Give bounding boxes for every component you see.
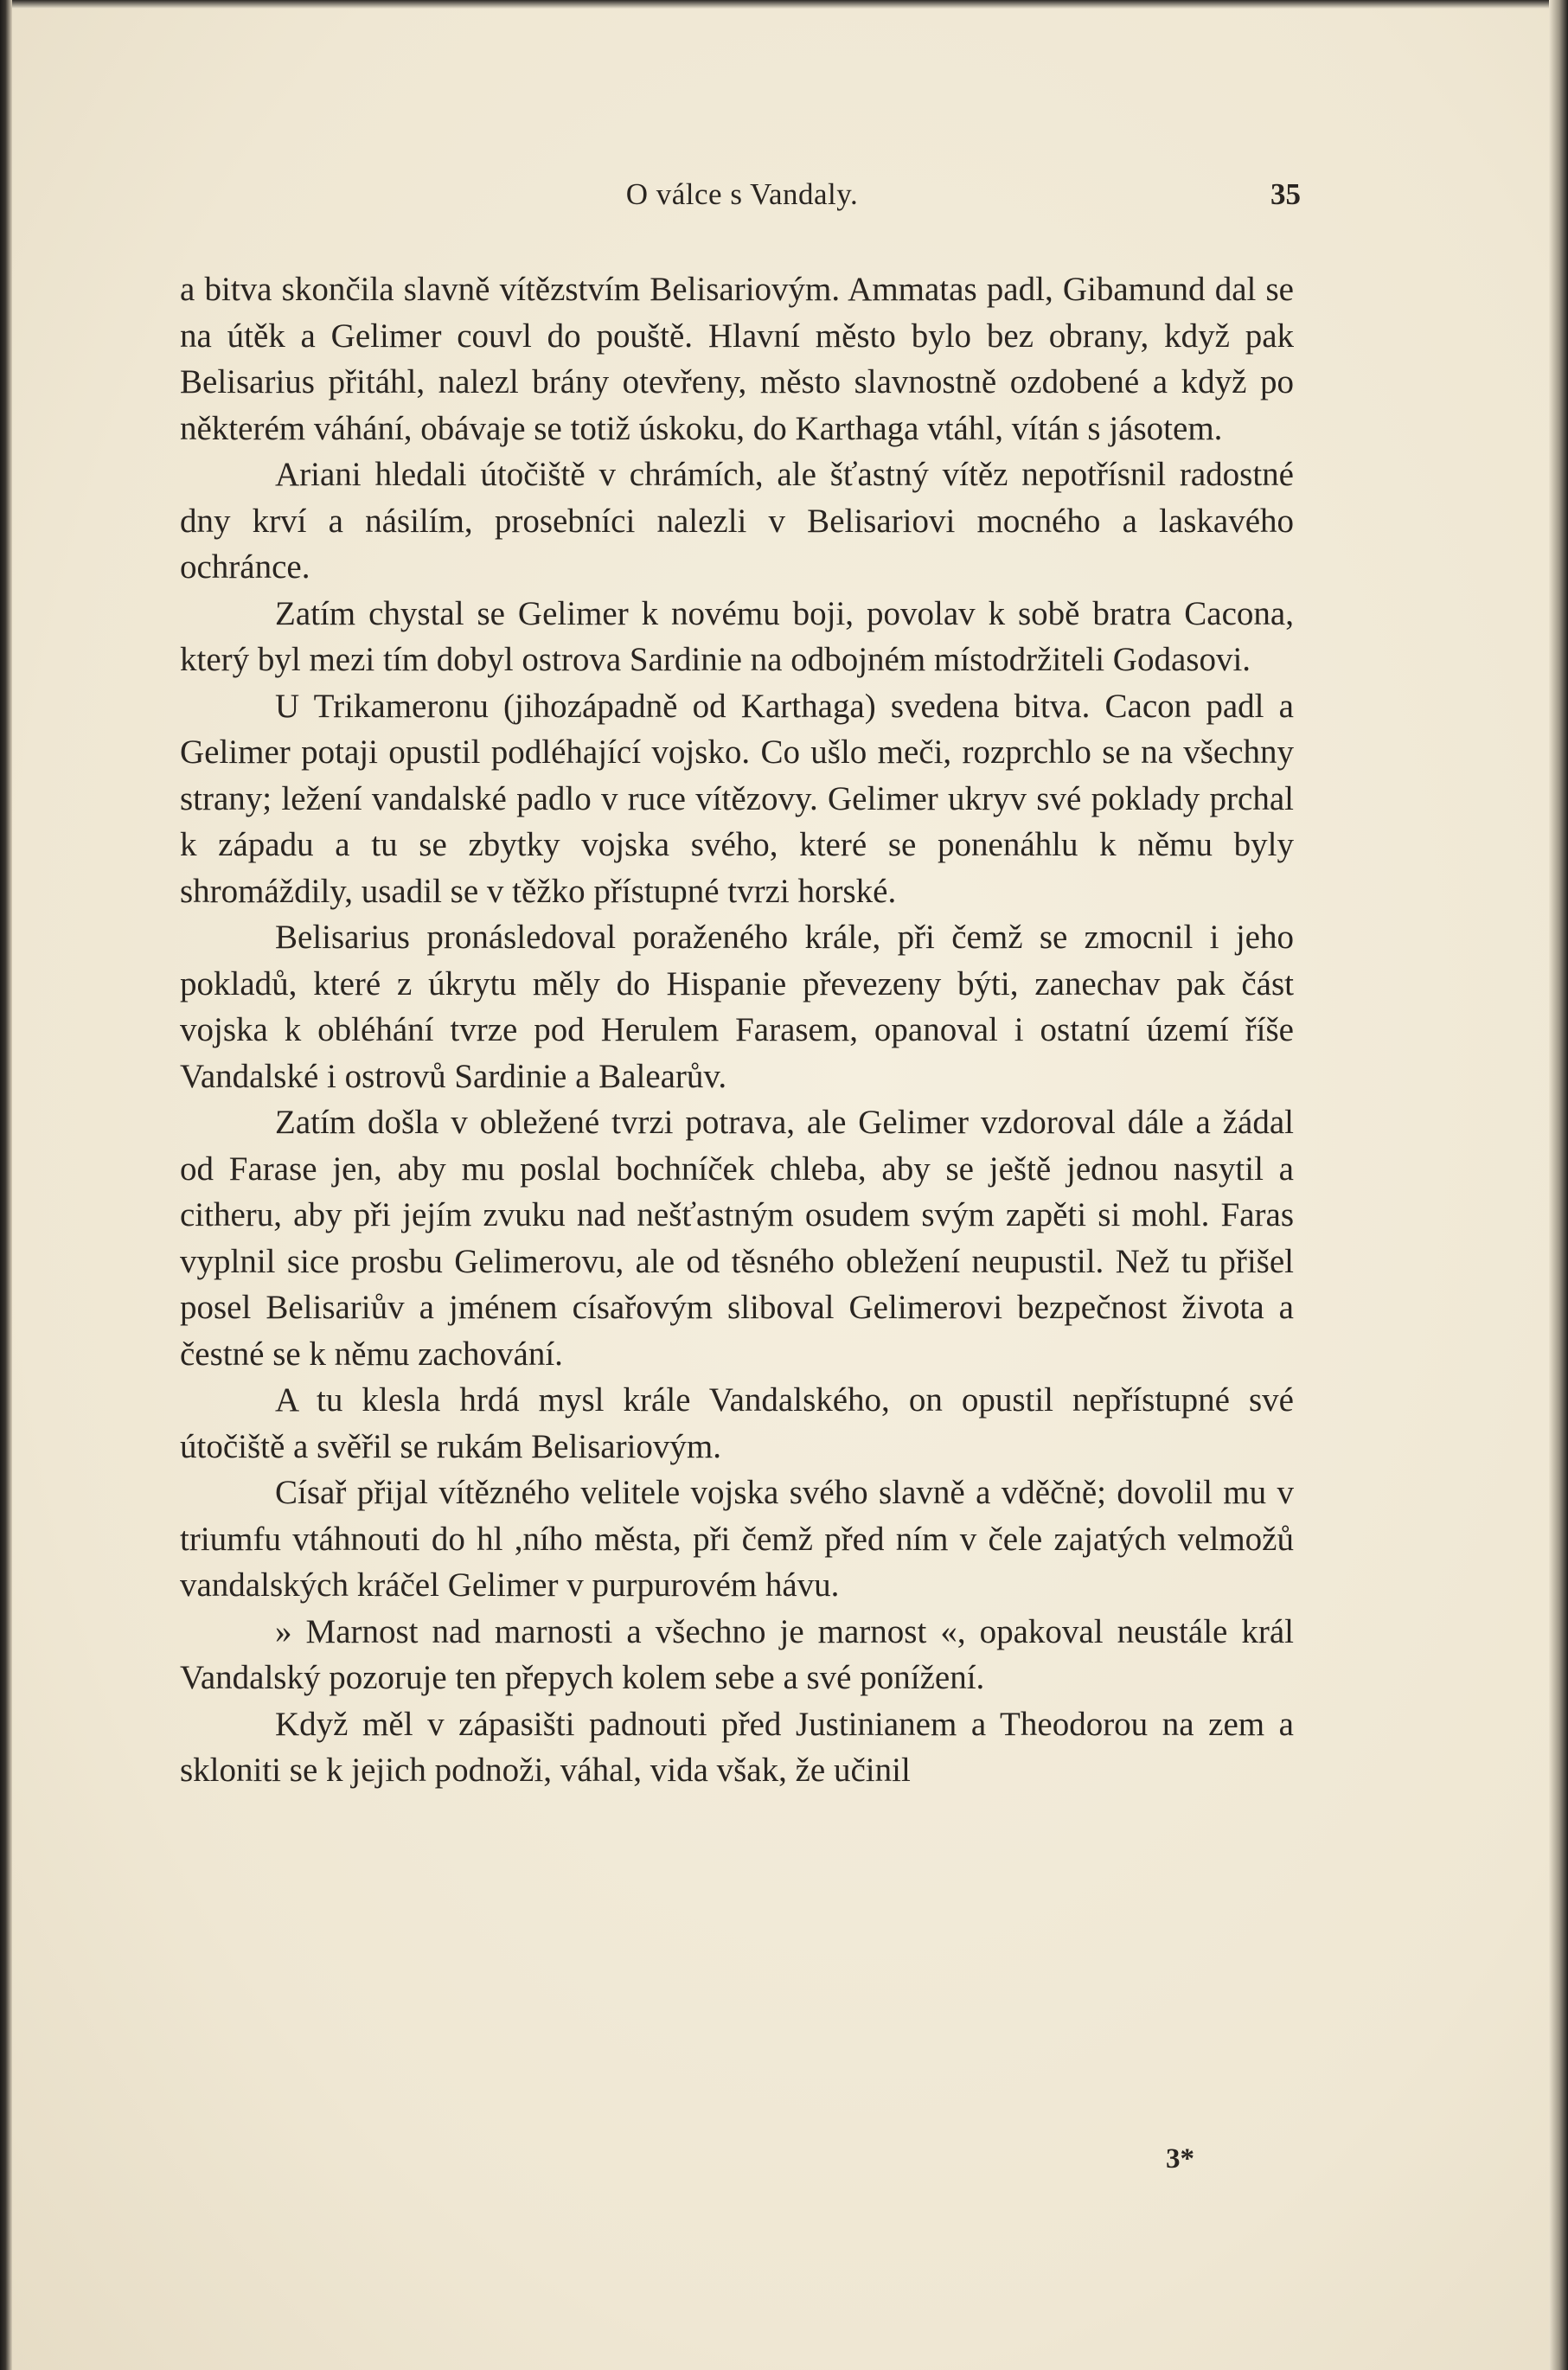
- paragraph: Ariani hledali útočiště v chrámích, ale šťastný vítěz nepotřísnil radostné dny krví a násilím, prosebníci nalezli v Belisariovi mocného a laskavého ochránce.: [180, 456, 1294, 586]
- paragraph: U Trikameronu (jihozápadně od Karthaga) svedena bitva. Cacon padl a Gelimer potaji opustil podléhající vojsko. Co ušlo meči, rozprchlo se na všechny strany; ležení vandalské padlo v ruce vítězovy. Gelimer ukryv své poklady prchal k západu a tu se zbytky vojska svého, které se ponenáhlu k němu byly shromáždily, usadil se v těžko přístupné tvrzi horské.: [180, 687, 1294, 910]
- page-number: 35: [1270, 177, 1301, 211]
- running-header: [180, 177, 1304, 226]
- body-text: [180, 266, 1294, 1794]
- scan-edge-left: [0, 0, 12, 2370]
- paragraph: A tu klesla hrdá mysl krále Vandalského, on opustil nepřístupné své útočiště a svěřil se rukám Belisariovým.: [180, 1381, 1294, 1465]
- signature-mark: 3*: [1166, 2143, 1194, 2175]
- scan-edge-top: [0, 0, 1568, 9]
- running-title: O válce s Vandaly.: [625, 177, 859, 211]
- paragraph: Zatím došla v obležené tvrzi potrava, ale Gelimer vzdoroval dále a žádal od Farase jen, aby mu poslal bochníček chleba, aby se ještě jednou nasytil a citheru, aby při jejím zvuku nad nešťastným osudem svým zapěti si mohl. Faras vyplnil sice prosbu Gelimerovu, ale od těsného obležení neupustil. Než tu přišel posel Belisariův a jménem císařovým sliboval Gelimerovi bezpečnost života a čestné se k němu zachování.: [180, 1104, 1294, 1373]
- paragraph: Když měl v zápasišti padnouti před Justinianem a Theodorou na zem a skloniti se k jejich podnoži, váhal, vida však, že učinil: [180, 1705, 1294, 1789]
- paragraph: » Marnost nad marnosti a všechno je marnost «, opakoval neustále král Vandalský pozoruje ten přepych kolem sebe a své ponížení.: [180, 1612, 1294, 1696]
- paragraph: Belisarius pronásledoval poraženého krále, při čemž se zmocnil i jeho pokladů, které z úkrytu měly do Hispanie převezeny býti, zanechav pak část vojska k obléhání tvrze pod Herulem Farasem, opanoval i ostatní území říše Vandalské i ostrovů Sardinie a Balearův.: [180, 919, 1294, 1095]
- scan-edge-right: [1549, 0, 1568, 2370]
- paragraph: Císař přijal vítězného velitele vojska svého slavně a vděčně; dovolil mu v triumfu vtáhnouti do hl ,ního města, při čemž před ním v čele zajatých velmožů vandalských kráčel Gelimer v purpurovém hávu.: [180, 1474, 1294, 1604]
- paragraph: Zatím chystal se Gelimer k novému boji, povolav k sobě bratra Cacona, který byl mezi tím dobyl ostrova Sardinie na odbojném místodržiteli Godasovi.: [180, 594, 1294, 678]
- paragraph: a bitva skončila slavně vítězstvím Belisariovým. Ammatas padl, Gibamund dal se na útěk a Gelimer couvl do pouště. Hlavní město bylo bez obrany, když pak Belisarius přitáhl, nalezl brány otevřeny, město slavnostně ozdobené a když po některém váhání, obávaje se totiž úskoku, do Karthaga vtáhl, vítán s jásotem.: [180, 271, 1294, 447]
